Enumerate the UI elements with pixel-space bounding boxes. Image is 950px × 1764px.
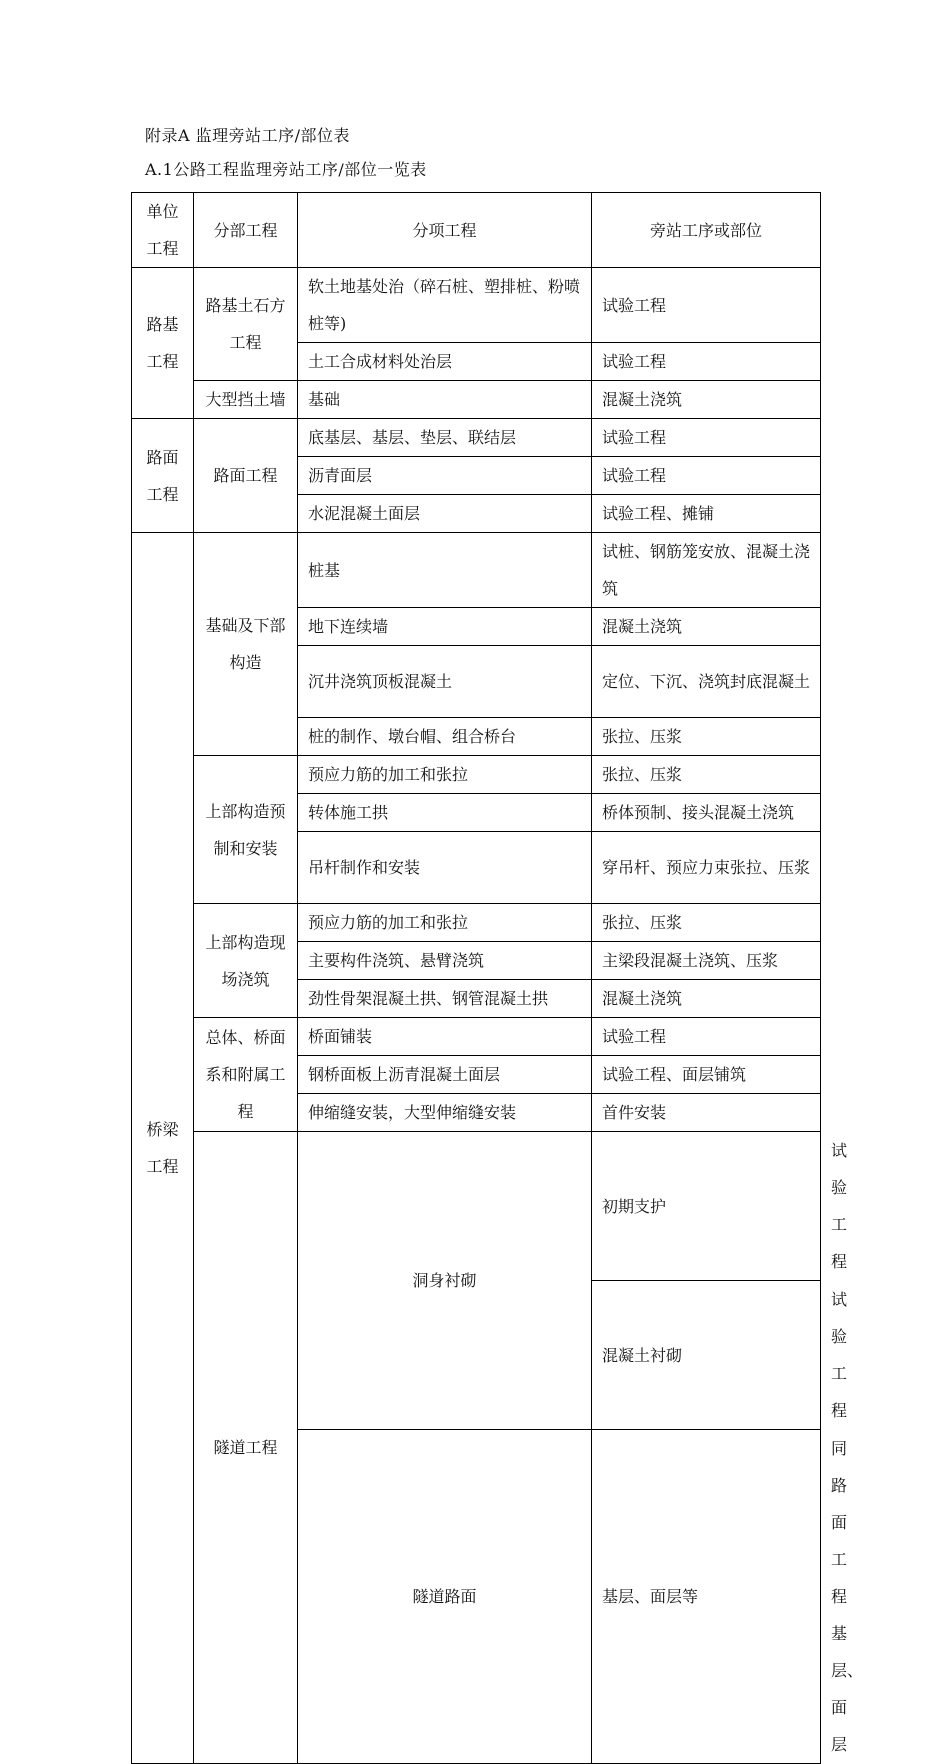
position-cell: 穿吊杆、预应力束张拉、压浆: [592, 832, 821, 904]
division-cell: 基础及下部构造: [194, 533, 298, 756]
table-row: [132, 419, 821, 457]
position-cell: 主梁段混凝土浇筑、压浆: [592, 942, 821, 980]
division-cell: 洞身衬砌: [298, 1132, 592, 1430]
division-cell: 大型挡土墙: [194, 381, 298, 419]
position-cell: 试验工程: [592, 1018, 821, 1056]
item-cell: 基础: [298, 381, 592, 419]
table-header-row: [132, 193, 821, 268]
position-cell: 首件安装: [592, 1094, 821, 1132]
position-cell: 张拉、压浆: [592, 904, 821, 942]
position-cell: 试验工程: [592, 419, 821, 457]
table-row: [132, 1018, 821, 1056]
division-cell: 路面工程: [194, 419, 298, 533]
header-unit: 单位工程: [132, 193, 194, 268]
position-cell: 张拉、压浆: [592, 718, 821, 756]
item-cell: 预应力筋的加工和张拉: [298, 904, 592, 942]
item-cell: 初期支护: [592, 1132, 821, 1281]
item-cell: 伸缩缝安装，大型伸缩缝安装: [298, 1094, 592, 1132]
unit-cell: 路面工程: [132, 419, 194, 533]
item-cell: 钢桥面板上沥青混凝土面层: [298, 1056, 592, 1094]
header-division: 分部工程: [194, 193, 298, 268]
table-row: 混凝土衬砌 试验工程: [132, 1281, 821, 1430]
position-cell: 试桩、钢筋笼安放、混凝土浇筑: [592, 533, 821, 608]
header-item: 分项工程: [298, 193, 592, 268]
item-cell: 地下连续墙: [298, 608, 592, 646]
table-row: 隧道路面 基层、面层等 同路面工程基层、面层: [132, 1430, 821, 1764]
unit-cell: 隧道工程: [194, 1132, 298, 1764]
table-row: [132, 756, 821, 794]
item-cell: 主要构件浇筑、悬臂浇筑: [298, 942, 592, 980]
division-cell: 上部构造现场浇筑: [194, 904, 298, 1018]
item-cell: 沥青面层: [298, 457, 592, 495]
item-cell: 预应力筋的加工和张拉: [298, 756, 592, 794]
supervision-table: [131, 192, 864, 1764]
position-cell: 混凝土浇筑: [592, 381, 821, 419]
item-cell: 土工合成材料处治层: [298, 343, 592, 381]
table-row: [132, 904, 821, 942]
item-cell: 转体施工拱: [298, 794, 592, 832]
item-cell: 底基层、基层、垫层、联结层: [298, 419, 592, 457]
header-position: 旁站工序或部位: [592, 193, 821, 268]
item-cell: 吊杆制作和安装: [298, 832, 592, 904]
item-cell: 桩基: [298, 533, 592, 608]
position-cell: 试验工程、摊铺: [592, 495, 821, 533]
division-cell: 隧道路面: [298, 1430, 592, 1764]
position-cell: 试验工程: [592, 343, 821, 381]
position-cell: 试验工程、面层铺筑: [592, 1056, 821, 1094]
position-cell: 试验工程: [592, 268, 821, 343]
item-cell: 基层、面层等: [592, 1430, 821, 1764]
position-cell: 试验工程: [592, 457, 821, 495]
division-cell: 上部构造预制和安装: [194, 756, 298, 904]
table-row: 隧道工程 洞身衬砌 初期支护 试验工程: [132, 1132, 821, 1281]
position-cell: 桥体预制、接头混凝土浇筑: [592, 794, 821, 832]
item-cell: 劲性骨架混凝土拱、钢管混凝土拱: [298, 980, 592, 1018]
division-cell: 路基土石方工程: [194, 268, 298, 381]
table-row: [132, 533, 821, 608]
position-cell: 张拉、压浆: [592, 756, 821, 794]
appendix-title: 附录A 监理旁站工序/部位表: [145, 126, 351, 145]
unit-cell: 路基工程: [132, 268, 194, 419]
division-cell: 总体、桥面系和附属工程: [194, 1018, 298, 1132]
position-cell: 混凝土浇筑: [592, 608, 821, 646]
item-cell: 水泥混凝土面层: [298, 495, 592, 533]
item-cell: 桩的制作、墩台帽、组合桥台: [298, 718, 592, 756]
item-cell: 混凝土衬砌: [592, 1281, 821, 1430]
table-title: A.1公路工程监理旁站工序/部位一览表: [145, 160, 427, 179]
item-cell: 沉井浇筑顶板混凝土: [298, 646, 592, 718]
unit-cell: 桥梁工程: [132, 533, 194, 1764]
item-cell: 软土地基处治（碎石桩、塑排桩、粉喷桩等): [298, 268, 592, 343]
table-row: [132, 268, 821, 343]
position-cell: 定位、下沉、浇筑封底混凝土: [592, 646, 821, 718]
table-row: [132, 381, 821, 419]
position-cell: 混凝土浇筑: [592, 980, 821, 1018]
item-cell: 桥面铺装: [298, 1018, 592, 1056]
